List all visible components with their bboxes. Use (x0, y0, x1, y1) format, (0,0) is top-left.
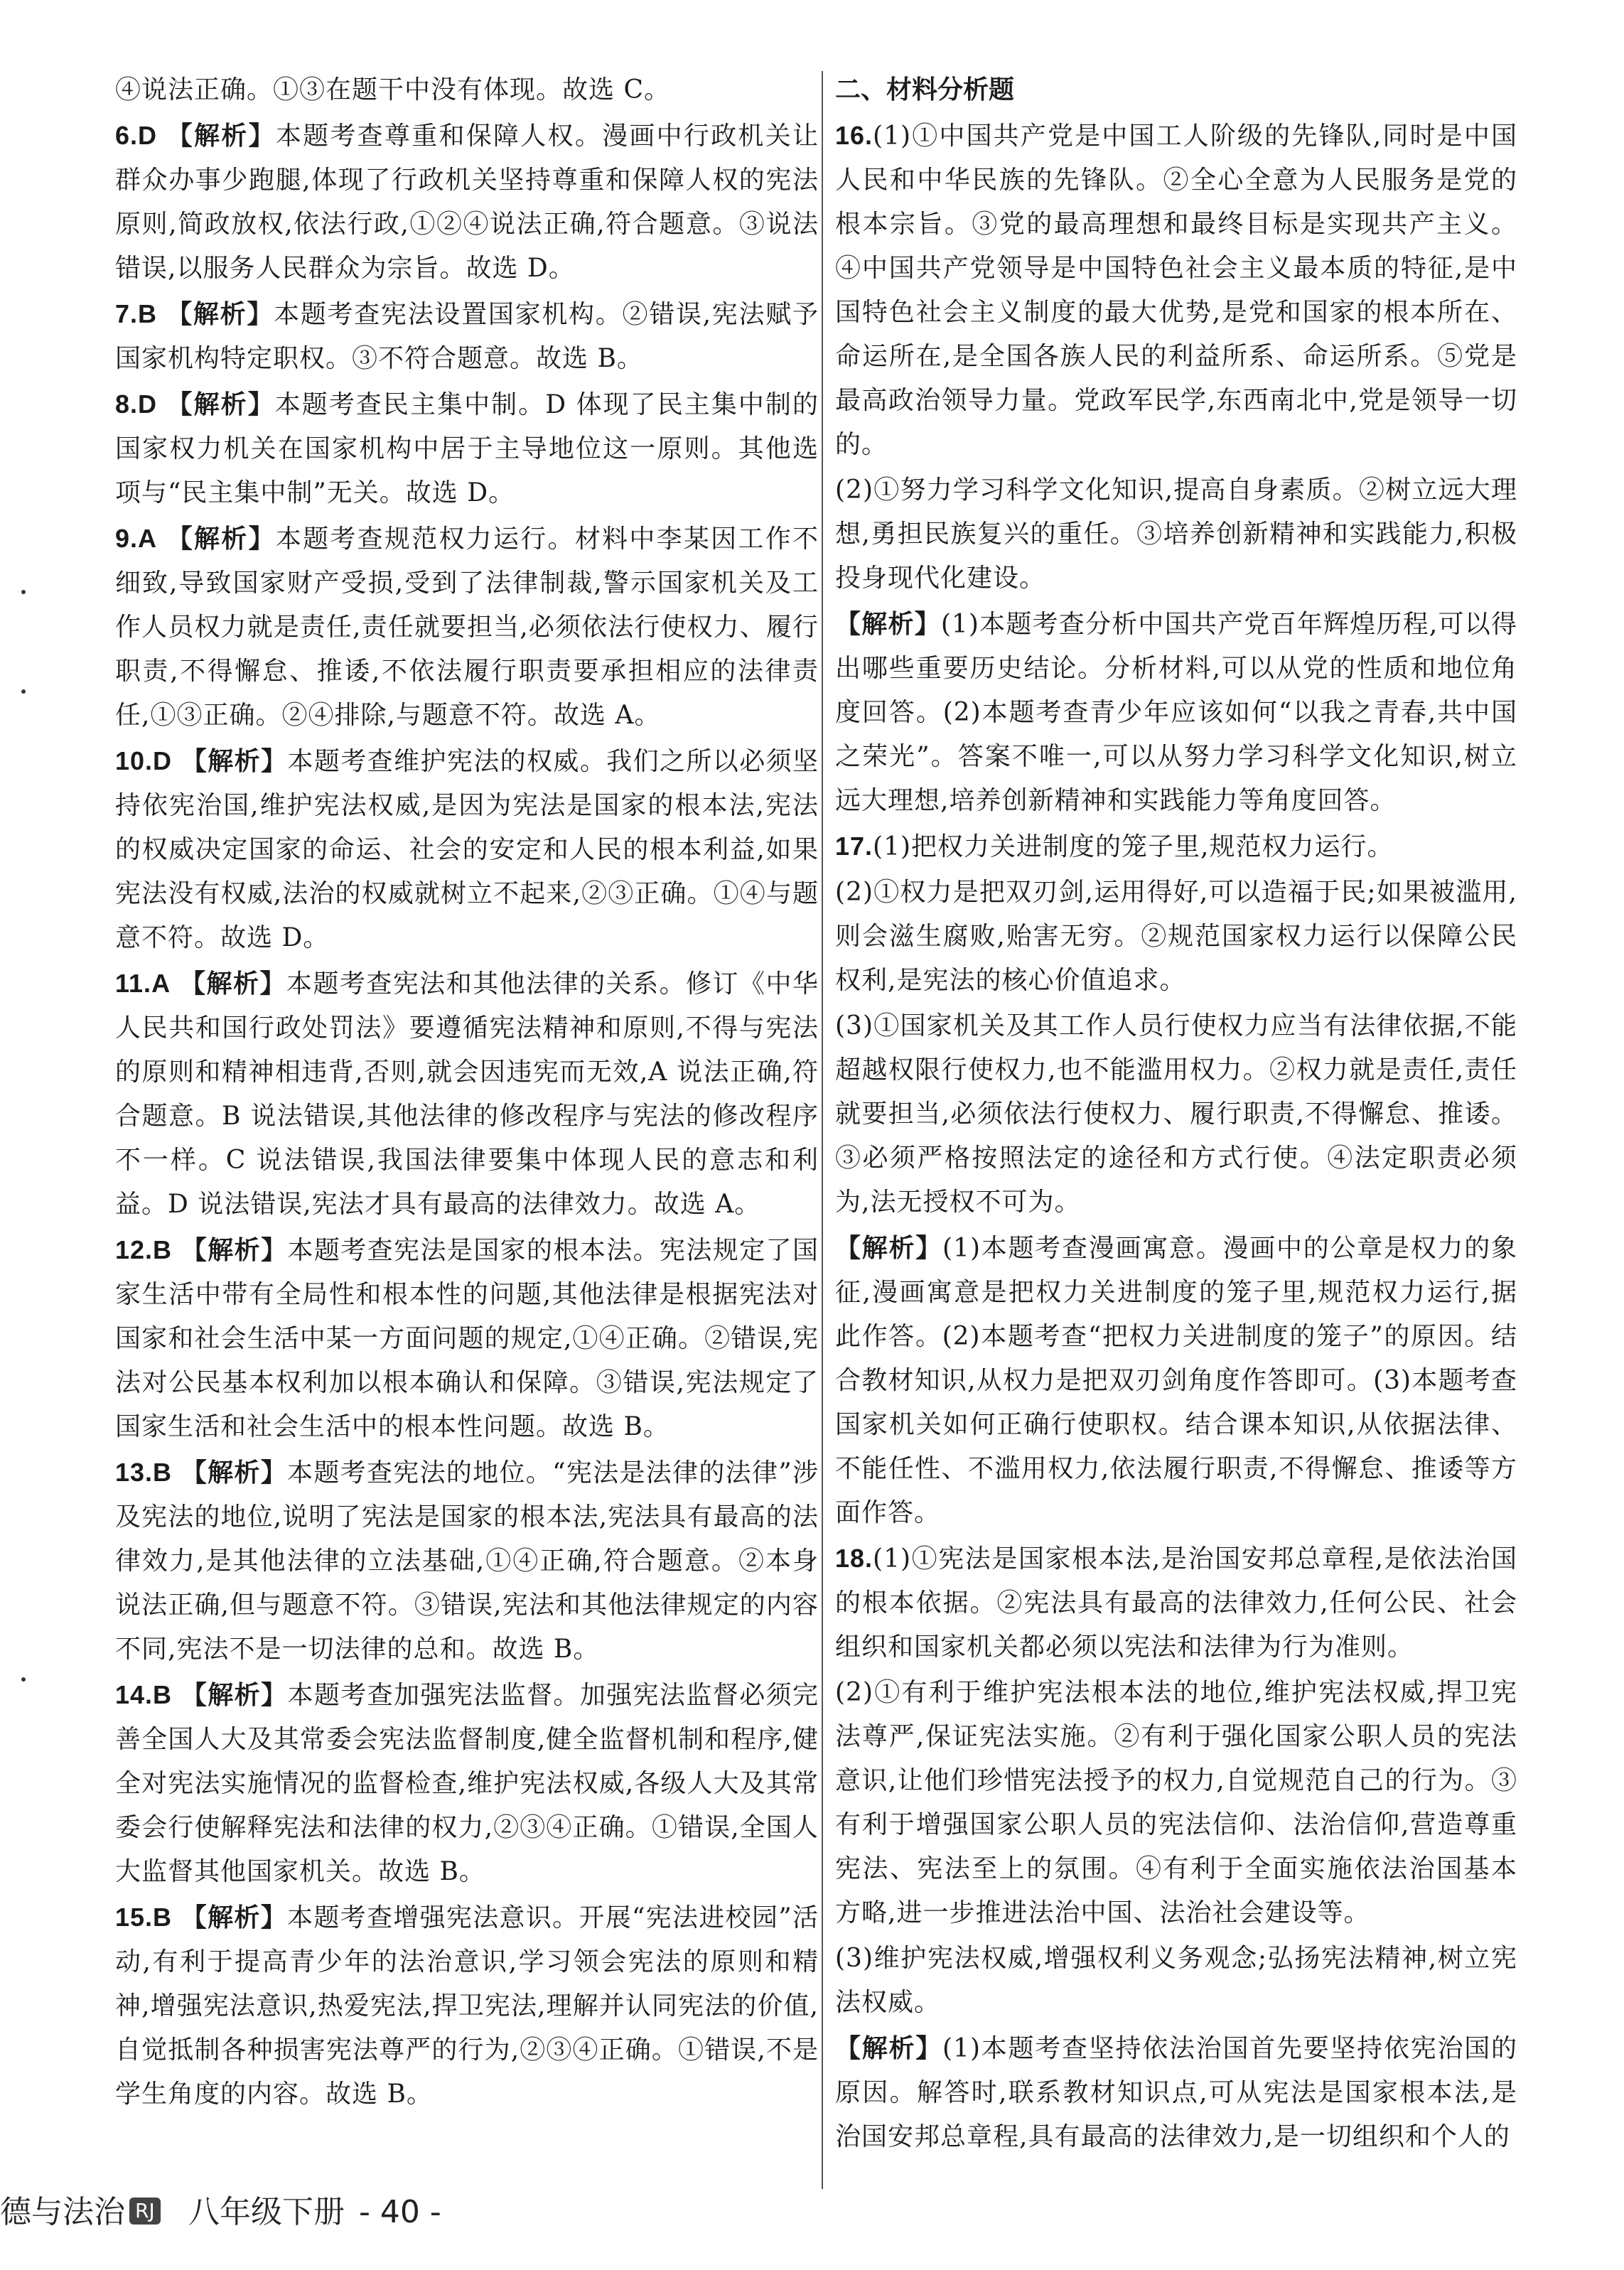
paragraph-text: (1)本题考查分析中国共产党百年辉煌历程,可以得出哪些重要历史结论。分析材料,可以从党的性质和地位角度回答。(2)本题考查青少年应该如何“以我之青春,共中国之荣光”。答案不唯一,可以从努力学习科学文化知识,树立远大理想,培养创新精神和实践能力等角度回答。 (835, 610, 1517, 815)
paragraph-text: (3)①国家机关及其工作人员行使权力应当有法律依据,不能超越权限行使权力,也不能滥用权力。②权力就是责任,责任就要担当,必须依法行使权力、履行职责,不得懈怠、推诿。③必须严格按照法定的途径和方式行使。④法定职责必须为,法无授权不可为。 (835, 1011, 1517, 1217)
analysis-paragraph (835, 602, 1517, 823)
answer-paragraph (835, 1937, 1517, 2025)
section-title: 二、材料分析题 (835, 75, 1015, 104)
analysis-tag: 【解析】 (835, 1233, 942, 1263)
analysis-tag: 【解析】 (181, 1235, 288, 1265)
answer-paragraph (835, 824, 1517, 869)
paragraph-text: (3)维护宪法权威,增强权利义务观念;弘扬宪法精神,树立宪法权威。 (835, 1944, 1517, 2017)
answer-paragraph (835, 468, 1517, 601)
item-text: 本题考查宪法设置国家机构。②错误,宪法赋予国家机构特定职权。③不符合题意。故选 B。 (115, 300, 819, 373)
answer-letter: A (138, 524, 158, 553)
paragraph-text: (1)①中国共产党是中国工人阶级的先锋队,同时是中国人民和中华民族的先锋队。②全心全意为人民服务是党的根本宗旨。③党的最高理想和最终目标是实现共产主义。④中国共产党领导是中国特色社会主义最本质的特征,是中国特色社会主义制度的最大优势,是党和国家的根本所在、命运所在,是全国各族人民的利益所系、命运所系。⑤党是最高政治领导力量。党政军民学,东西南北中,党是领导一切的。 (835, 122, 1517, 459)
analysis-tag: 【解析】 (166, 524, 276, 554)
answer-item (115, 382, 819, 515)
edition-badge: RJ (129, 2198, 161, 2225)
answer-item (115, 292, 819, 381)
analysis-tag: 【解析】 (166, 299, 274, 329)
analysis-tag: 【解析】 (166, 121, 276, 151)
answer-item (115, 68, 819, 112)
question-number: 13. (115, 1458, 154, 1487)
scan-mark (21, 689, 26, 694)
item-text: 本题考查增强宪法意识。开展“宪法进校园”活动,有利于提高青少年的法治意识,学习领会宪法的原则和精神,增强宪法意识,热爱宪法,捍卫宪法,理解并认同宪法的价值,自觉抵制各种损害宪法尊严的行为,②③④正确。①错误,不是学生角度的内容。故选 B。 (115, 1903, 819, 2109)
analysis-paragraph (835, 1226, 1517, 1535)
analysis-tag: 【解析】 (835, 2033, 942, 2063)
analysis-tag: 【解析】 (181, 1903, 288, 1932)
answer-paragraph (835, 114, 1517, 467)
question-number: 7. (115, 299, 139, 328)
answer-paragraph (835, 871, 1517, 1003)
answer-letter: A (151, 969, 171, 998)
analysis-tag: 【解析】 (166, 389, 275, 419)
item-text: 本题考查规范权力运行。材料中李某因工作不细致,导致国家财产受损,受到了法律制裁,警示国家机关及工作人员权力就是责任,责任就要担当,必须依法行使权力、履行职责,不得懈怠、推诿,不依法履行职责要承担相应的法律责任,①③正确。②④排除,与题意不符。故选 A。 (115, 525, 819, 730)
answer-letter: D (153, 746, 173, 775)
answer-item (115, 1451, 819, 1672)
answer-letter: B (153, 1903, 173, 1932)
answer-item (115, 739, 819, 960)
item-text: 本题考查宪法的地位。“宪法是法律的法律”涉及宪法的地位,说明了宪法是国家的根本法,宪法具有最高的法律效力,是其他法律的立法基础,①④正确,符合题意。②本身说法正确,但与题意不符。③错误,宪法和其他法律规定的内容不同,宪法不是一切法律的总和。故选 B。 (115, 1458, 819, 1664)
question-number: 12. (115, 1235, 154, 1264)
right-column (835, 68, 1517, 2161)
scan-mark (21, 590, 26, 594)
scan-mark (21, 1677, 26, 1682)
answer-paragraph (835, 1537, 1517, 1669)
question-number: 10. (115, 746, 154, 775)
item-text: 本题考查加强宪法监督。加强宪法监督必须完善全国人大及其常委会宪法监督制度,健全监督机制和程序,健全对宪法实施情况的监督检查,维护宪法权威,各级人大及其常委会行使解释宪法和法律的权力,②③④正确。①错误,全国人大监督其他国家机关。故选 B。 (115, 1681, 819, 1886)
question-number: 8. (115, 389, 139, 419)
item-text: 本题考查宪法是国家的根本法。宪法规定了国家生活中带有全局性和根本性的问题,其他法律是根据宪法对国家和社会生活中某一方面问题的规定,①④正确。②错误,宪法对公民基本权利加以根本确认和保障。③错误,宪法规定了国家生活和社会生活中的根本性问题。故选 B。 (115, 1236, 819, 1441)
paragraph-text: (1)本题考查坚持依法治国首先要坚持依宪治国的原因。解答时,联系教材知识点,可从宪法是国家根本法,是治国安邦总章程,具有最高的法律效力,是一切组织和个人的 (835, 2034, 1517, 2151)
answer-paragraph (835, 1671, 1517, 1935)
paragraph-text: (2)①有利于维护宪法根本法的地位,维护宪法权威,捍卫宪法尊严,保证宪法实施。②有利于强化国家公职人员的宪法意识,让他们珍惜宪法授予的权力,自觉规范自己的行为。③有利于增强国家公职人员的宪法信仰、法治信仰,营造尊重宪法、宪法至上的氛围。④有利于全面实施依法治国基本方略,进一步推进法治中国、法治社会建设等。 (835, 1678, 1517, 1927)
answer-item (115, 114, 819, 291)
page-footer (0, 2188, 640, 2237)
question-number: 15. (115, 1903, 154, 1932)
answer-item (115, 1895, 819, 2116)
footer-subject: 德与法治 RJ (0, 2188, 161, 2237)
left-column (115, 68, 819, 2118)
item-text: 本题考查宪法和其他法律的关系。修订《中华人民共和国行政处罚法》要遵循宪法精神和原则,不得与宪法的原则和精神相违背,否则,就会因违宪而无效,A 说法正确,符合题意。B 说法错误,其他法律的修改程序与宪法的修改程序不一样。C 说法错误,我国法律要集中体现人民的意志和利益。D 说法错误,宪法才具有最高的法律效力。故选 A。 (115, 969, 819, 1219)
question-number: 17. (835, 832, 873, 861)
paragraph-text: (1)①宪法是国家根本法,是治国安邦总章程,是依法治国的根本依据。②宪法具有最高的法律效力,任何公民、社会组织和国家机关都必须以宪法和法律为行为准则。 (835, 1544, 1517, 1662)
page-number: - 40 - (359, 2194, 441, 2230)
item-text: 本题考查民主集中制。D 体现了民主集中制的国家权力机关在国家机构中居于主导地位这一原则。其他选项与“民主集中制”无关。故选 D。 (115, 390, 819, 507)
answer-letter: B (153, 1458, 173, 1487)
analysis-tag: 【解析】 (179, 969, 286, 999)
question-number: 16. (835, 121, 873, 150)
question-number: 14. (115, 1680, 154, 1709)
paragraph-text: (2)①努力学习科学文化知识,提高自身素质。②树立远大理想,勇担民族复兴的重任。③培养创新精神和实践能力,积极投身现代化建设。 (835, 475, 1517, 593)
paragraph-text: (2)①权力是把双刃剑,运用得好,可以造福于民;如果被滥用,则会滋生腐败,贻害无穷。②规范国家权力运行以保障公民权利,是宪法的核心价值追求。 (835, 878, 1517, 995)
answer-letter: B (138, 299, 158, 328)
answer-paragraph (835, 1004, 1517, 1225)
question-number: 11. (115, 969, 152, 998)
answer-letter: B (153, 1680, 173, 1709)
item-text: ④说法正确。①③在题干中没有体现。故选 C。 (115, 75, 670, 104)
analysis-tag: 【解析】 (181, 1458, 288, 1488)
paragraph-text: (1)把权力关进制度的笼子里,规范权力运行。 (873, 832, 1394, 861)
answer-letter: B (153, 1235, 173, 1264)
item-text: 本题考查尊重和保障人权。漫画中行政机关让群众办事少跑腿,体现了行政机关坚持尊重和保障人权的宪法原则,简政放权,依法行政,①②④说法正确,符合题意。③说法错误,以服务人民群众为宗旨。故选 D。 (115, 122, 819, 283)
analysis-tag: 【解析】 (181, 1680, 288, 1710)
question-number: 9. (115, 524, 139, 553)
analysis-tag: 【解析】 (835, 609, 941, 639)
answer-item (115, 517, 819, 738)
column-divider (822, 71, 823, 2189)
item-text: 本题考查维护宪法的权威。我们之所以必须坚持依宪治国,维护宪法权威,是因为宪法是国家的根本法,宪法的权威决定国家的命运、社会的安定和人民的根本利益,如果宪法没有权威,法治的权威就树立不起来,②③正确。①④与题意不符。故选 D。 (115, 747, 819, 952)
paragraph-text: (1)本题考查漫画寓意。漫画中的公章是权力的象征,漫画寓意是把权力关进制度的笼子里,规范权力运行,据此作答。(2)本题考查“把权力关进制度的笼子”的原因。结合教材知识,从权力是把双刃剑角度作答即可。(3)本题考查国家机关如何正确行使职权。结合课本知识,从依据法律、不能任性、不滥用权力,依法履行职责,不得懈怠、推诿等方面作答。 (835, 1234, 1517, 1527)
analysis-tag: 【解析】 (181, 746, 288, 776)
answer-letter: D (138, 389, 158, 419)
answer-item (115, 1228, 819, 1449)
answer-item (115, 962, 819, 1227)
question-number: 18. (835, 1544, 873, 1573)
question-number: 6. (115, 121, 139, 150)
footer-grade: 八年级下册 (188, 2194, 345, 2230)
answer-letter: D (138, 121, 158, 150)
analysis-paragraph (835, 2026, 1517, 2159)
answer-item (115, 1673, 819, 1894)
